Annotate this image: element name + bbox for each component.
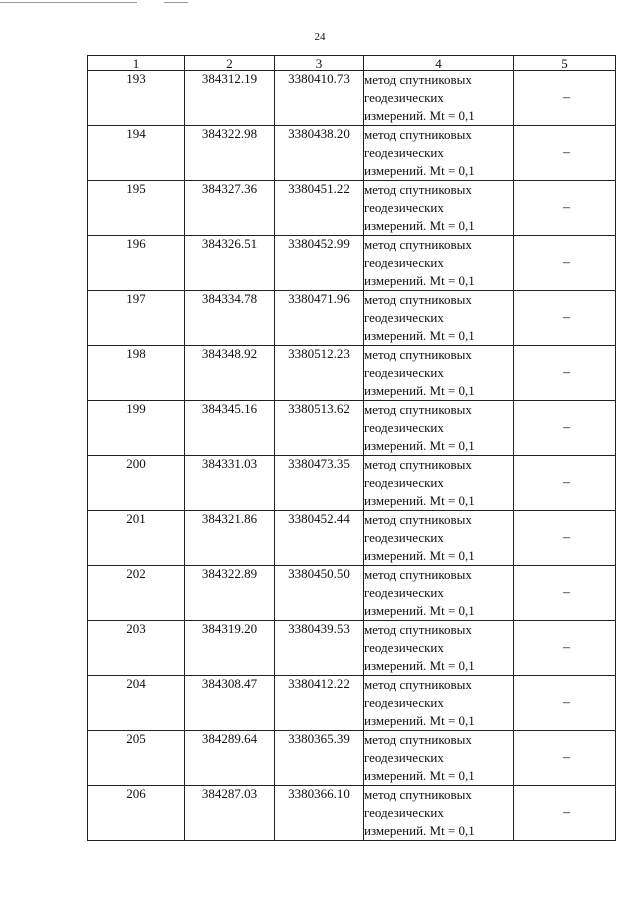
x-coordinate: 384345.16 [185,401,275,456]
method-line: геодезических [364,310,444,325]
header-row [88,56,616,71]
y-coordinate: 3380451.22 [275,181,364,236]
table-row [88,401,616,456]
table-row [88,181,616,236]
point-number: 206 [88,786,185,841]
x-coordinate: 384322.89 [185,566,275,621]
note-cell [514,786,616,841]
method-description [364,676,514,731]
point-number: 199 [88,401,185,456]
point-number: 200 [88,456,185,511]
method-line: метод спутниковых [364,237,472,252]
method-line: геодезических [364,750,444,765]
table-row [88,291,616,346]
x-coordinate: 384326.51 [185,236,275,291]
x-coordinate: 384321.86 [185,511,275,566]
note-cell [514,71,616,126]
table-row [88,126,616,181]
x-coordinate: 384287.03 [185,786,275,841]
method-line: измерений. Mt = 0,1 [364,218,475,233]
method-line: измерений. Mt = 0,1 [364,603,475,618]
note-cell [514,456,616,511]
method-line: геодезических [364,640,444,655]
method-line: метод спутниковых [364,292,472,307]
note-cell [514,566,616,621]
method-line: измерений. Mt = 0,1 [364,713,475,728]
method-description [364,401,514,456]
method-line: измерений. Mt = 0,1 [364,548,475,563]
method-description [364,786,514,841]
y-coordinate: 3380452.44 [275,511,364,566]
header-cell: 1 [88,56,185,71]
table-row [88,456,616,511]
table-row [88,236,616,291]
method-line: метод спутниковых [364,677,472,692]
method-line: метод спутниковых [364,457,472,472]
method-line: измерений. Mt = 0,1 [364,108,475,123]
y-coordinate: 3380412.22 [275,676,364,731]
header-cell: 4 [364,56,514,71]
method-line: метод спутниковых [364,182,472,197]
note-dash: – [563,585,570,600]
method-description [364,346,514,401]
point-number: 204 [88,676,185,731]
table-row [88,731,616,786]
table-row [88,566,616,621]
table-row [88,621,616,676]
note-cell [514,181,616,236]
method-line: измерений. Mt = 0,1 [364,328,475,343]
x-coordinate: 384348.92 [185,346,275,401]
method-line: измерений. Mt = 0,1 [364,658,475,673]
table-row [88,511,616,566]
point-number: 194 [88,126,185,181]
method-description [364,566,514,621]
table-row [88,676,616,731]
method-line: метод спутниковых [364,732,472,747]
note-cell [514,236,616,291]
method-line: метод спутниковых [364,72,472,87]
point-number: 197 [88,291,185,346]
table-row [88,71,616,126]
note-dash: – [563,145,570,160]
method-line: измерений. Mt = 0,1 [364,438,475,453]
method-line: метод спутниковых [364,787,472,802]
method-line: геодезических [364,805,444,820]
header-cell: 3 [275,56,364,71]
method-line: измерений. Mt = 0,1 [364,823,475,838]
method-line: измерений. Mt = 0,1 [364,273,475,288]
note-dash: – [563,310,570,325]
method-line: геодезических [364,90,444,105]
y-coordinate: 3380366.10 [275,786,364,841]
method-description [364,181,514,236]
method-line: измерений. Mt = 0,1 [364,383,475,398]
point-number: 203 [88,621,185,676]
method-line: геодезических [364,255,444,270]
y-coordinate: 3380439.53 [275,621,364,676]
method-line: геодезических [364,695,444,710]
method-line: геодезических [364,420,444,435]
method-line: измерений. Mt = 0,1 [364,493,475,508]
table-row [88,786,616,841]
note-dash: – [563,475,570,490]
method-description [364,236,514,291]
y-coordinate: 3380513.62 [275,401,364,456]
method-line: измерений. Mt = 0,1 [364,163,475,178]
x-coordinate: 384327.36 [185,181,275,236]
note-dash: – [563,255,570,270]
note-cell [514,676,616,731]
note-dash: – [563,805,570,820]
point-number: 198 [88,346,185,401]
x-coordinate: 384334.78 [185,291,275,346]
y-coordinate: 3380452.99 [275,236,364,291]
note-cell [514,291,616,346]
note-cell [514,401,616,456]
method-line: геодезических [364,530,444,545]
note-dash: – [563,530,570,545]
x-coordinate: 384308.47 [185,676,275,731]
method-description [364,731,514,786]
method-line: геодезических [364,475,444,490]
table-body [88,71,616,841]
point-number: 195 [88,181,185,236]
note-dash: – [563,695,570,710]
y-coordinate: 3380450.50 [275,566,364,621]
method-line: геодезических [364,145,444,160]
x-coordinate: 384312.19 [185,71,275,126]
note-cell [514,126,616,181]
x-coordinate: 384319.20 [185,621,275,676]
x-coordinate: 384289.64 [185,731,275,786]
point-number: 193 [88,71,185,126]
method-line: метод спутниковых [364,512,472,527]
method-line: измерений. Mt = 0,1 [364,768,475,783]
top-rule-right [164,2,188,3]
y-coordinate: 3380365.39 [275,731,364,786]
method-line: геодезических [364,585,444,600]
method-line: геодезических [364,365,444,380]
note-dash: – [563,640,570,655]
y-coordinate: 3380512.23 [275,346,364,401]
method-description [364,71,514,126]
note-dash: – [563,365,570,380]
x-coordinate: 384322.98 [185,126,275,181]
page-number: 24 [314,31,326,43]
method-description [364,126,514,181]
note-dash: – [563,750,570,765]
note-cell [514,511,616,566]
header-cell: 2 [185,56,275,71]
point-number: 205 [88,731,185,786]
method-description [364,291,514,346]
y-coordinate: 3380471.96 [275,291,364,346]
note-dash: – [563,420,570,435]
header-cell: 5 [514,56,616,71]
y-coordinate: 3380410.73 [275,71,364,126]
method-description [364,456,514,511]
note-cell [514,731,616,786]
method-description [364,621,514,676]
method-line: метод спутниковых [364,567,472,582]
point-number: 201 [88,511,185,566]
point-number: 202 [88,566,185,621]
coordinates-table [87,55,616,841]
method-line: метод спутниковых [364,622,472,637]
method-line: метод спутниковых [364,347,472,362]
point-number: 196 [88,236,185,291]
y-coordinate: 3380438.20 [275,126,364,181]
method-line: метод спутниковых [364,402,472,417]
note-cell [514,621,616,676]
table-row [88,346,616,401]
note-dash: – [563,90,570,105]
method-description [364,511,514,566]
top-rule-left [0,2,137,3]
y-coordinate: 3380473.35 [275,456,364,511]
x-coordinate: 384331.03 [185,456,275,511]
note-cell [514,346,616,401]
method-line: метод спутниковых [364,127,472,142]
method-line: геодезических [364,200,444,215]
note-dash: – [563,200,570,215]
